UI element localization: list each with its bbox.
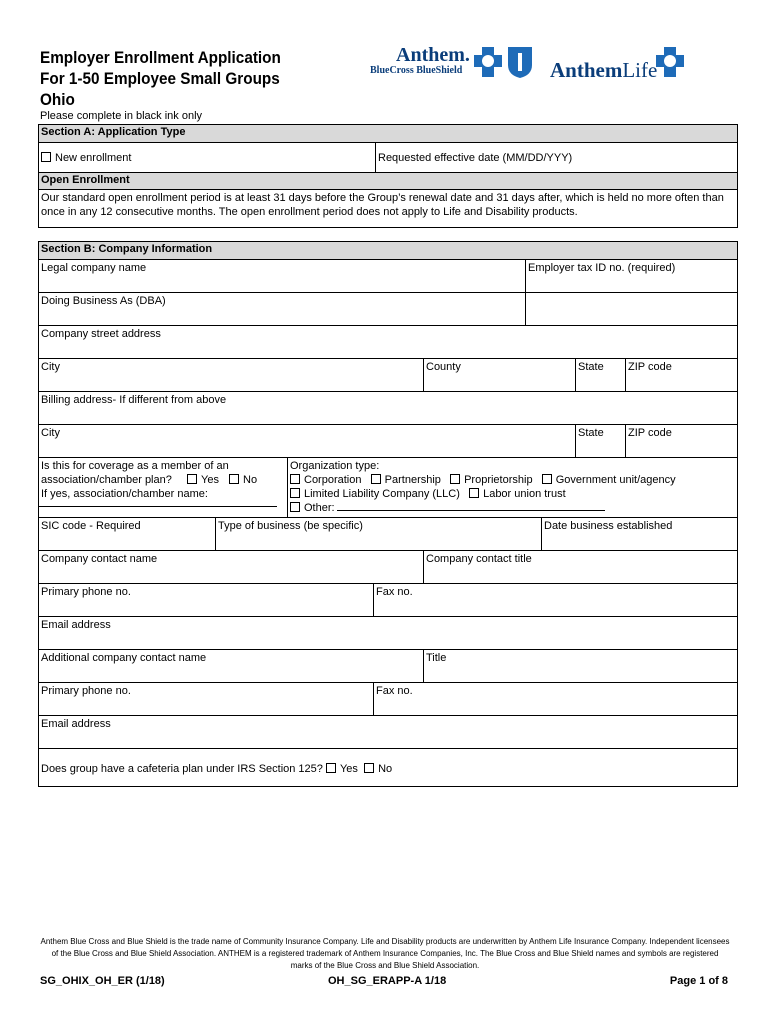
city-label: City [41, 361, 60, 373]
new-enrollment-checkbox[interactable] [41, 152, 51, 162]
anthem-bcbs-logo [370, 44, 470, 76]
billing-label: Billing address- If different from above [41, 394, 227, 406]
email-field-1[interactable] [39, 617, 737, 649]
phone-row-2 [39, 682, 737, 715]
billing-row [39, 391, 737, 424]
billing-zip-field[interactable] [625, 425, 737, 457]
cross-shield-icon [474, 45, 536, 79]
type-business-field[interactable] [215, 518, 541, 550]
government-checkbox[interactable] [542, 474, 552, 484]
legal-name-label: Legal company name [41, 262, 147, 274]
email-label-1: Email address [41, 619, 111, 631]
contact-title-field[interactable] [423, 551, 737, 583]
employer-tax-id-label: Employer tax ID no. (required) [528, 262, 676, 274]
county-field[interactable] [423, 359, 575, 391]
proprietorship-checkbox[interactable] [450, 474, 460, 484]
association-row [39, 457, 737, 517]
contact-name-label: Company contact name [41, 553, 158, 565]
cross-icon [656, 45, 686, 79]
corporation-option[interactable]: Corporation [290, 474, 361, 486]
page-number: Page 1 of 8 [669, 975, 728, 987]
association-yes-checkbox[interactable] [187, 474, 197, 484]
section-a [38, 124, 738, 228]
billing-city-field[interactable] [39, 425, 575, 457]
dba-field[interactable] [39, 293, 525, 325]
labor-union-checkbox[interactable] [469, 488, 479, 498]
open-enrollment-header: Open Enrollment [39, 172, 737, 189]
anthem-life-word-2: Life [622, 58, 658, 82]
anthem-life-word-1: Anthem [550, 58, 623, 82]
open-enrollment-text: Our standard open enrollment period is at least 31 days before the Group’s renewal date and 31 days after, which is held no more often than once in any 12 consecutive months. The open enrollment period does not apply to Life and Disability products. [39, 189, 737, 227]
state-label: State [578, 361, 604, 373]
email-label-2: Email address [41, 718, 111, 730]
organization-type-options-2 [290, 487, 735, 501]
additional-contact-row [39, 649, 737, 682]
association-question-1: Is this for coverage as a member of an [41, 460, 229, 472]
labor-union-option[interactable]: Labor union trust [469, 488, 566, 500]
city-row [39, 358, 737, 391]
billing-state-field[interactable] [575, 425, 625, 457]
title-field[interactable] [423, 650, 737, 682]
street-field[interactable] [39, 326, 737, 358]
billing-field[interactable] [39, 392, 737, 424]
partnership-checkbox[interactable] [371, 474, 381, 484]
section-b [38, 241, 738, 787]
instruction-text: Please complete in black ink only [40, 110, 203, 122]
association-question-2: association/chamber plan? Yes No [41, 474, 258, 486]
additional-contact-field[interactable] [39, 650, 423, 682]
dba-label: Doing Business As (DBA) [41, 295, 166, 307]
organization-type-label: Organization type: [290, 460, 380, 472]
sic-label: SIC code - Required [41, 520, 141, 532]
state-field[interactable] [575, 359, 625, 391]
employer-tax-id-field[interactable] [525, 260, 737, 292]
phone-field-1[interactable] [39, 584, 373, 616]
street-label: Company street address [41, 328, 161, 340]
cafeteria-row [39, 748, 737, 785]
phone-field-2[interactable] [39, 683, 373, 715]
billing-city-row [39, 424, 737, 457]
cafeteria-yes-checkbox[interactable] [326, 763, 336, 773]
footer-disclaimer: Anthem Blue Cross and Blue Shield is the trade name of Community Insurance Company. Life and Disability products are underwritten by Anthem Life Insurance Company. Independent licensees of the Blue Cross and Blue Shield Association. ANTHEM is a registered trademark of Anthem Insurance Companies, Inc. The Blue Cross and Blue Shield names and symbols are registered marks of the Blue Cross and Blue Shield Association. [40, 937, 730, 970]
llc-checkbox[interactable] [290, 488, 300, 498]
cafeteria-yes-option[interactable]: Yes [326, 763, 358, 775]
billing-state-label: State [578, 427, 604, 439]
bcbs-wordmark: BlueCross BlueShield [370, 65, 463, 76]
association-cell [39, 458, 287, 517]
association-no-checkbox[interactable] [229, 474, 239, 484]
legal-name-row [39, 259, 737, 292]
fax-field-2[interactable] [373, 683, 737, 715]
street-row [39, 325, 737, 358]
fax-label-2: Fax no. [376, 685, 413, 697]
other-option[interactable]: Other: [290, 501, 735, 515]
anthem-wordmark: Anthem. [396, 44, 470, 66]
email-field-2[interactable] [39, 716, 737, 748]
title-line-1: Employer Enrollment Application [40, 48, 281, 67]
footer-center-code: OH_SG_ERAPP-A 1/18 [328, 975, 447, 987]
cafeteria-question: Does group have a cafeteria plan under IRS Section 125? [41, 763, 323, 775]
proprietorship-option[interactable]: Proprietorship [450, 474, 532, 486]
county-label: County [426, 361, 461, 373]
date-established-field[interactable] [541, 518, 737, 550]
legal-name-field[interactable] [39, 260, 525, 292]
application-type-row [39, 142, 737, 172]
contact-title-label: Company contact title [426, 553, 532, 565]
phone-row-1 [39, 583, 737, 616]
fax-label-1: Fax no. [376, 586, 413, 598]
footer-left-code: SG_OHIX_OH_ER (1/18) [40, 975, 165, 987]
cafeteria-cell [39, 749, 737, 785]
phone-label-2: Primary phone no. [41, 685, 131, 697]
type-business-label: Type of business (be specific) [218, 520, 363, 532]
title-line-3: Ohio [40, 90, 75, 109]
effective-date-field[interactable] [375, 143, 737, 172]
organization-type-options-1 [290, 473, 735, 487]
cafeteria-no-checkbox[interactable] [364, 763, 374, 773]
title-line-2: For 1-50 Employee Small Groups [40, 69, 280, 88]
organization-type-cell [287, 458, 737, 517]
phone-label-1: Primary phone no. [41, 586, 131, 598]
association-yes-option[interactable]: Yes [187, 473, 219, 487]
section-a-header: Section A: Application Type [39, 125, 737, 142]
dba-blank-cell[interactable] [525, 293, 737, 325]
title-label: Title [426, 652, 447, 664]
email-row-1 [39, 616, 737, 649]
new-enrollment-label: New enrollment [55, 152, 132, 164]
association-name-line[interactable] [39, 506, 277, 507]
contact-row [39, 550, 737, 583]
city-field[interactable] [39, 359, 423, 391]
fax-field-1[interactable] [373, 584, 737, 616]
government-option[interactable]: Government unit/agency [542, 474, 676, 486]
partnership-option[interactable]: Partnership [371, 474, 441, 486]
cafeteria-no-option[interactable]: No [364, 763, 392, 775]
association-no-option[interactable]: No [229, 473, 257, 487]
dba-row [39, 292, 737, 325]
association-name-label: If yes, association/chamber name: [41, 488, 208, 500]
zip-field[interactable] [625, 359, 737, 391]
additional-contact-label: Additional company contact name [41, 652, 207, 664]
sic-row [39, 517, 737, 550]
new-enrollment-cell[interactable] [39, 143, 375, 172]
corporation-checkbox[interactable] [290, 474, 300, 484]
billing-city-label: City [41, 427, 60, 439]
page-title [40, 47, 281, 110]
other-line[interactable] [337, 510, 605, 511]
billing-zip-label: ZIP code [628, 427, 672, 439]
contact-name-field[interactable] [39, 551, 423, 583]
effective-date-label: Requested effective date (MM/DD/YYY) [378, 152, 573, 164]
sic-field[interactable] [39, 518, 215, 550]
llc-option[interactable]: Limited Liability Company (LLC) [290, 488, 460, 500]
section-b-header: Section B: Company Information [39, 242, 737, 259]
anthem-life-logo [550, 58, 657, 83]
email-row-2 [39, 715, 737, 748]
other-checkbox[interactable] [290, 502, 300, 512]
date-established-label: Date business established [544, 520, 673, 532]
zip-label: ZIP code [628, 361, 672, 373]
